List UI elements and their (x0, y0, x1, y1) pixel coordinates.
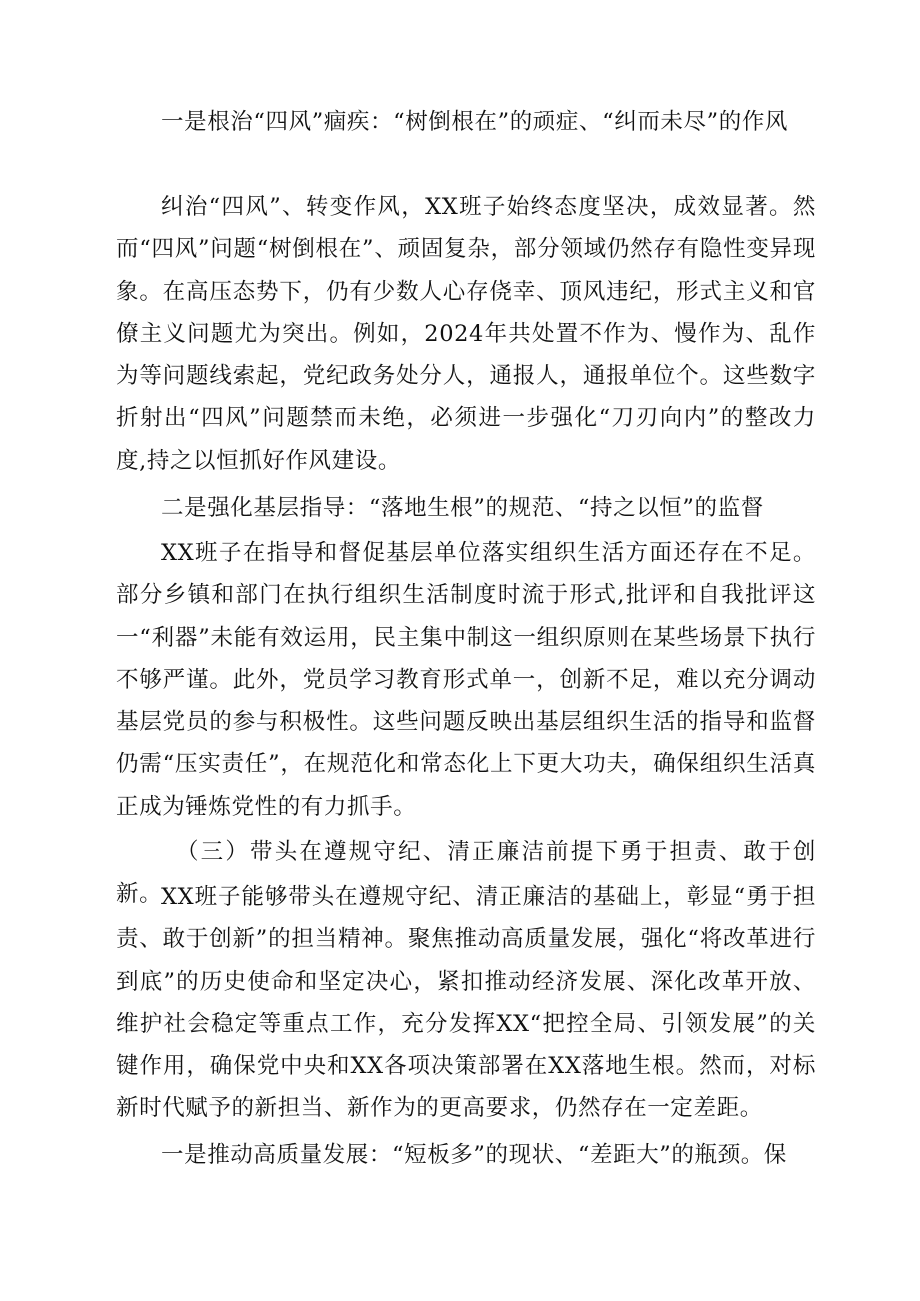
heading-four-winds: 一是根治“四风”痼疾：“树倒根在”的顽症、“纠而未尽”的作风 (161, 109, 789, 135)
paragraph-responsibility-innovation: XX班子能够带头在遵规守纪、清正廉洁的基础上，彰显“勇于担责、敢于创新”的担当精神。聚焦推动高质量发展，强化“将改革进行到底”的历史使命和坚定决心，紧扣推动经济发展、深化改革开放、维护社会稳定等重点工作，充分发挥XX“把控全局、引领发展”的关键作用，确保党中央和XX各项决策部署在XX落地生根。然而，对标新时代赋予的新担当、新作为的更高要求，仍然存在一定差距。 (116, 884, 816, 1122)
section-heading-three: （三）带头在遵规守纪、清正廉洁前提下勇于担责、敢于创新。 (116, 839, 816, 908)
paragraph-four-winds: 纠治“四风”、转变作风，XX班子始终态度坚决，成效显著。然而“四风”问题“树倒根在”、顽固复杂，部分领域仍然存有隐性变异现象。在高压态势下，仍有少数人心存侥幸、顶风违纪，形式主义和官僚主义问题尤为突出。例如，2024年共处置不作为、慢作为、乱作为等问题线索起，党纪政务处分人，通报人，通报单位个。这些数字折射出“四风”问题禁而未绝，必须进一步强化“刀刃向内”的整改力度,持之以恒抓好作风建设。 (116, 194, 816, 474)
heading-high-quality-development: 一是推动高质量发展：“短板多”的现状、“差距大”的瓶颈。保 (161, 1142, 787, 1168)
paragraph-grassroots-guidance: XX班子在指导和督促基层单位落实组织生活方面还存在不足。部分乡镇和部门在执行组织生活制度时流于形式,批评和自我批评这一“利器”未能有效运用，民主集中制这一组织原则在某些场景下执行不够严谨。此外，党员学习教育形式单一，创新不足，难以充分调动基层党员的参与积极性。这些问题反映出基层组织生活的指导和监督仍需“压实责任”，在规范化和常态化上下更大功夫，确保组织生活真正成为锤炼党性的有力抓手。 (116, 540, 816, 820)
heading-grassroots-guidance: 二是强化基层指导：“落地生根”的规范、“持之以恒”的监督 (161, 495, 764, 521)
